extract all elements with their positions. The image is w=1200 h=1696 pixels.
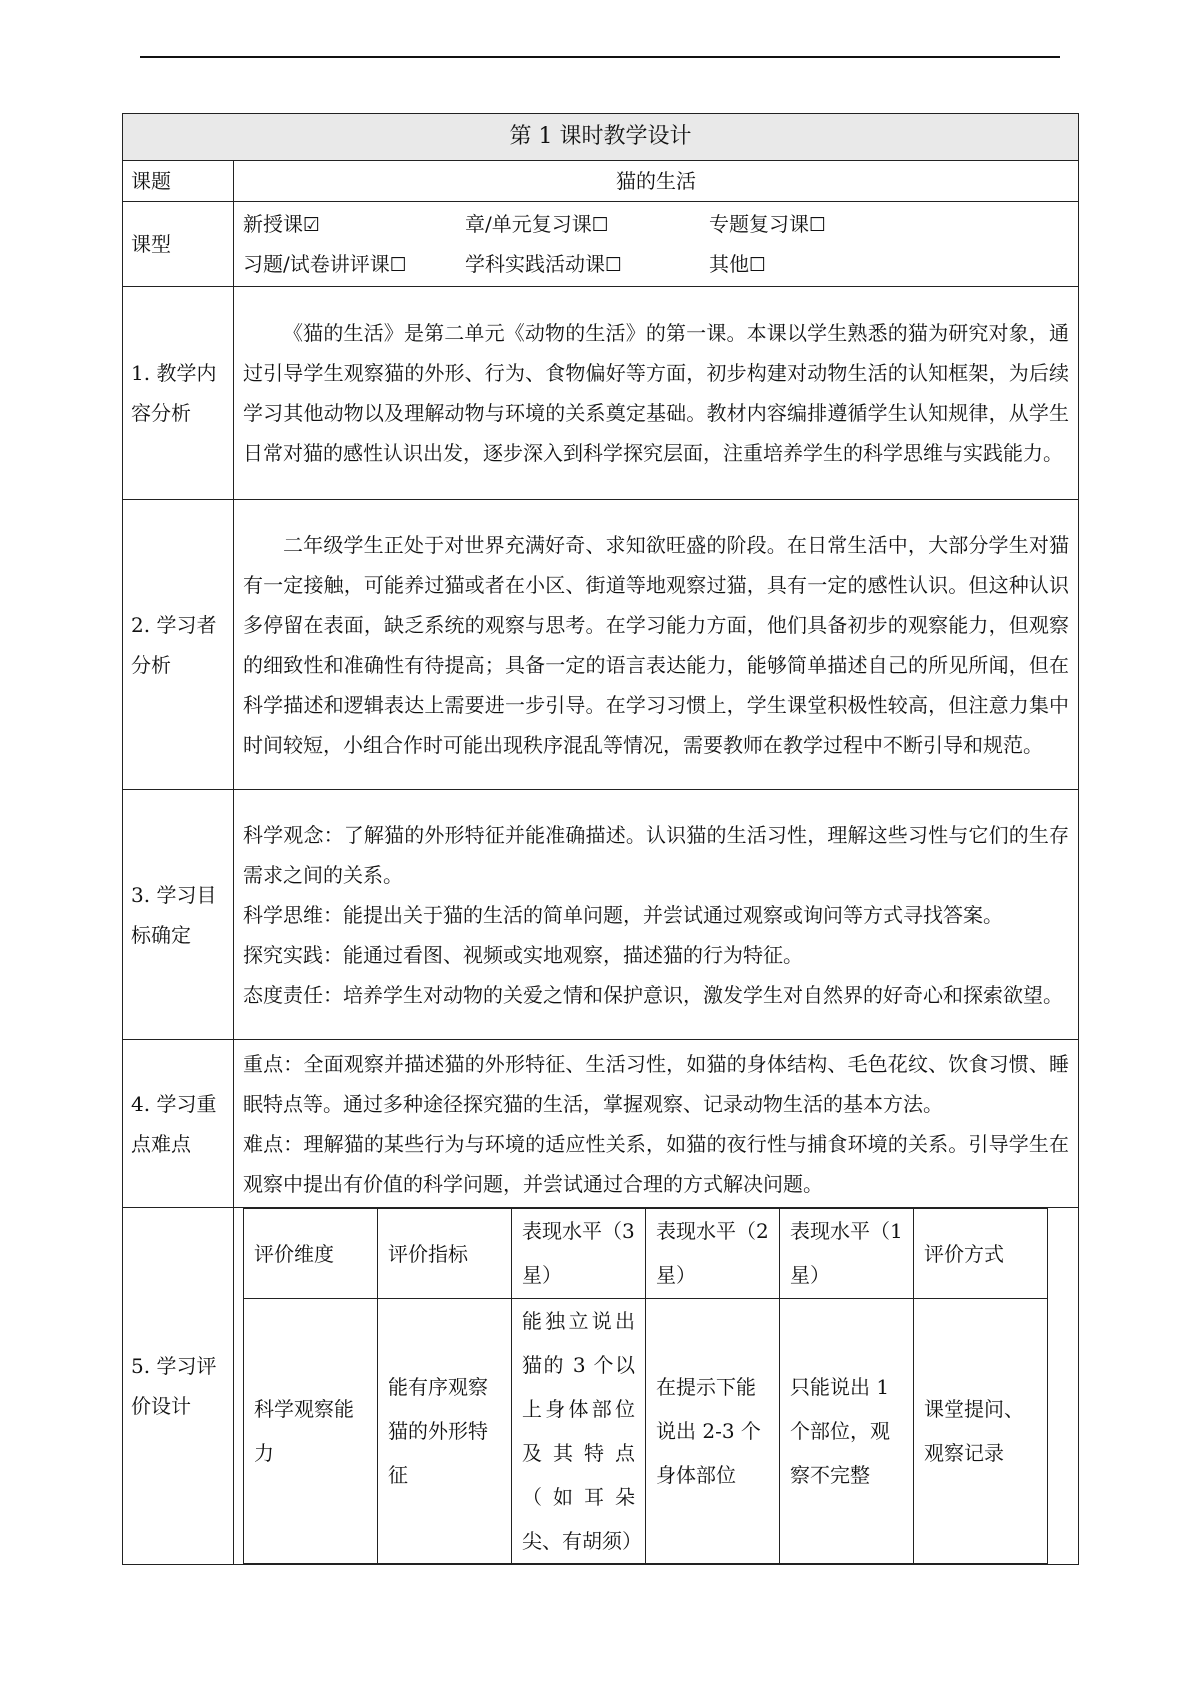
checkbox-icon: ☐ [605, 253, 623, 276]
eval-cell: 课堂提问、观察记录 [914, 1299, 1048, 1564]
topic-label: 课题 [123, 161, 234, 202]
eval-header-cell: 表现水平（2星） [646, 1209, 780, 1299]
learner-analysis-text: 二年级学生正处于对世界充满好奇、求知欲旺盛的阶段。在日常生活中，大部分学生对猫有一定接触，可能养过猫或者在小区、街道等地观察过猫，具有一定的感性认识。但这种认识多停留在表面，缺乏系统的观察与思考。在学习能力方面，他们具备初步的观察能力，但观察的细致性和准确性有待提高；具备一定的语言表达能力，能够简单描述自己的所见所闻，但在科学描述和逻辑表达上需要进一步引导。在学习习惯上，学生课堂积极性较高，但注意力集中时间较短，小组合作时可能出现秩序混乱等情况，需要教师在教学过程中不断引导和规范。 [234, 500, 1079, 790]
eval-cell: 能独立说出猫的 3 个以上身体部位及其特点（如耳朵尖、有胡须） [512, 1299, 646, 1564]
eval-header-cell: 表现水平（3星） [512, 1209, 646, 1299]
content-analysis-text: 《猫的生活》是第二单元《动物的生活》的第一课。本课以学生熟悉的猫为研究对象，通过引导学生观察猫的外形、行为、食物偏好等方面，初步构建对动物生活的认知框架，为后续学习其他动物以及理解动物与环境的关系奠定基础。教材内容编排遵循学生认知规律，从学生日常对猫的感性认识出发，逐步深入到科学探究层面，注重培养学生的科学思维与实践能力。 [234, 287, 1079, 500]
objective-item: 科学思维：能提出关于猫的生活的简单问题，并尝试通过观察或询问等方式寻找答案。 [243, 902, 1003, 927]
checkbox-icon: ☐ [389, 253, 407, 276]
eval-header-cell: 评价维度 [244, 1209, 378, 1299]
evaluation-label: 5. 学习评 价设计 [123, 1208, 234, 1565]
checkbox-icon: ☐ [591, 213, 609, 236]
key-point-item: 难点：理解猫的某些行为与环境的适应性关系，如猫的夜行性与捕食环境的关系。引导学生在观察中提出有价值的科学问题，并尝试通过合理的方式解决问题。 [243, 1131, 1070, 1196]
key-points-text [234, 1040, 1079, 1208]
lesson-type-option: 其他☐ [709, 244, 766, 285]
eval-cell: 在提示下能说出 2-3 个身体部位 [646, 1299, 780, 1564]
eval-header-cell: 评价方式 [914, 1209, 1048, 1299]
eval-cell: 科学观察能力 [244, 1299, 378, 1564]
topic-value: 猫的生活 [234, 161, 1079, 202]
eval-cell: 能有序观察猫的外形特征 [378, 1299, 512, 1564]
content-analysis-label: 1. 教学内 容分析 [123, 287, 234, 500]
checkbox-icon: ☐ [749, 253, 767, 276]
objective-item: 探究实践：能通过看图、视频或实地观察，描述猫的行为特征。 [243, 942, 803, 967]
table-title: 第 1 课时教学设计 [123, 114, 1079, 161]
evaluation-cell [234, 1208, 1079, 1565]
eval-header-cell: 评价指标 [378, 1209, 512, 1299]
key-point-item: 重点：全面观察并描述猫的外形特征、生活习性，如猫的身体结构、毛色花纹、饮食习惯、睡眠特点等。通过多种途径探究猫的生活，掌握观察、记录动物生活的基本方法。 [243, 1051, 1070, 1116]
objective-item: 科学观念：了解猫的外形特征并能准确描述。认识猫的生活习性，理解这些习性与它们的生存需求之间的关系。 [243, 822, 1070, 887]
objectives-text [234, 790, 1079, 1040]
eval-header-cell: 表现水平（1星） [780, 1209, 914, 1299]
evaluation-table [243, 1208, 1048, 1564]
lesson-type-label: 课型 [123, 202, 234, 287]
table-row [244, 1299, 1048, 1564]
lesson-type-option: 章/单元复习课☐ [465, 204, 709, 245]
objectives-label: 3. 学习目 标确定 [123, 790, 234, 1040]
learner-analysis-label: 2. 学习者 分析 [123, 500, 234, 790]
lesson-type-option: 专题复习课☐ [709, 204, 826, 245]
objective-item: 态度责任：培养学生对动物的关爱之情和保护意识，激发学生对自然界的好奇心和探索欲望。 [243, 982, 1063, 1007]
lesson-type-option: 新授课☑ [243, 204, 465, 245]
checkbox-icon: ☐ [809, 213, 827, 236]
checkbox-checked-icon: ☑ [303, 213, 321, 236]
page-header-rule [140, 56, 1060, 58]
lesson-type-option: 学科实践活动课☐ [465, 244, 709, 285]
eval-cell: 只能说出 1 个部位，观察不完整 [780, 1299, 914, 1564]
key-points-label: 4. 学习重 点难点 [123, 1040, 234, 1208]
lesson-type-options [234, 202, 1079, 287]
lesson-design-table [122, 113, 1079, 1565]
lesson-type-option: 习题/试卷讲评课☐ [243, 244, 465, 285]
